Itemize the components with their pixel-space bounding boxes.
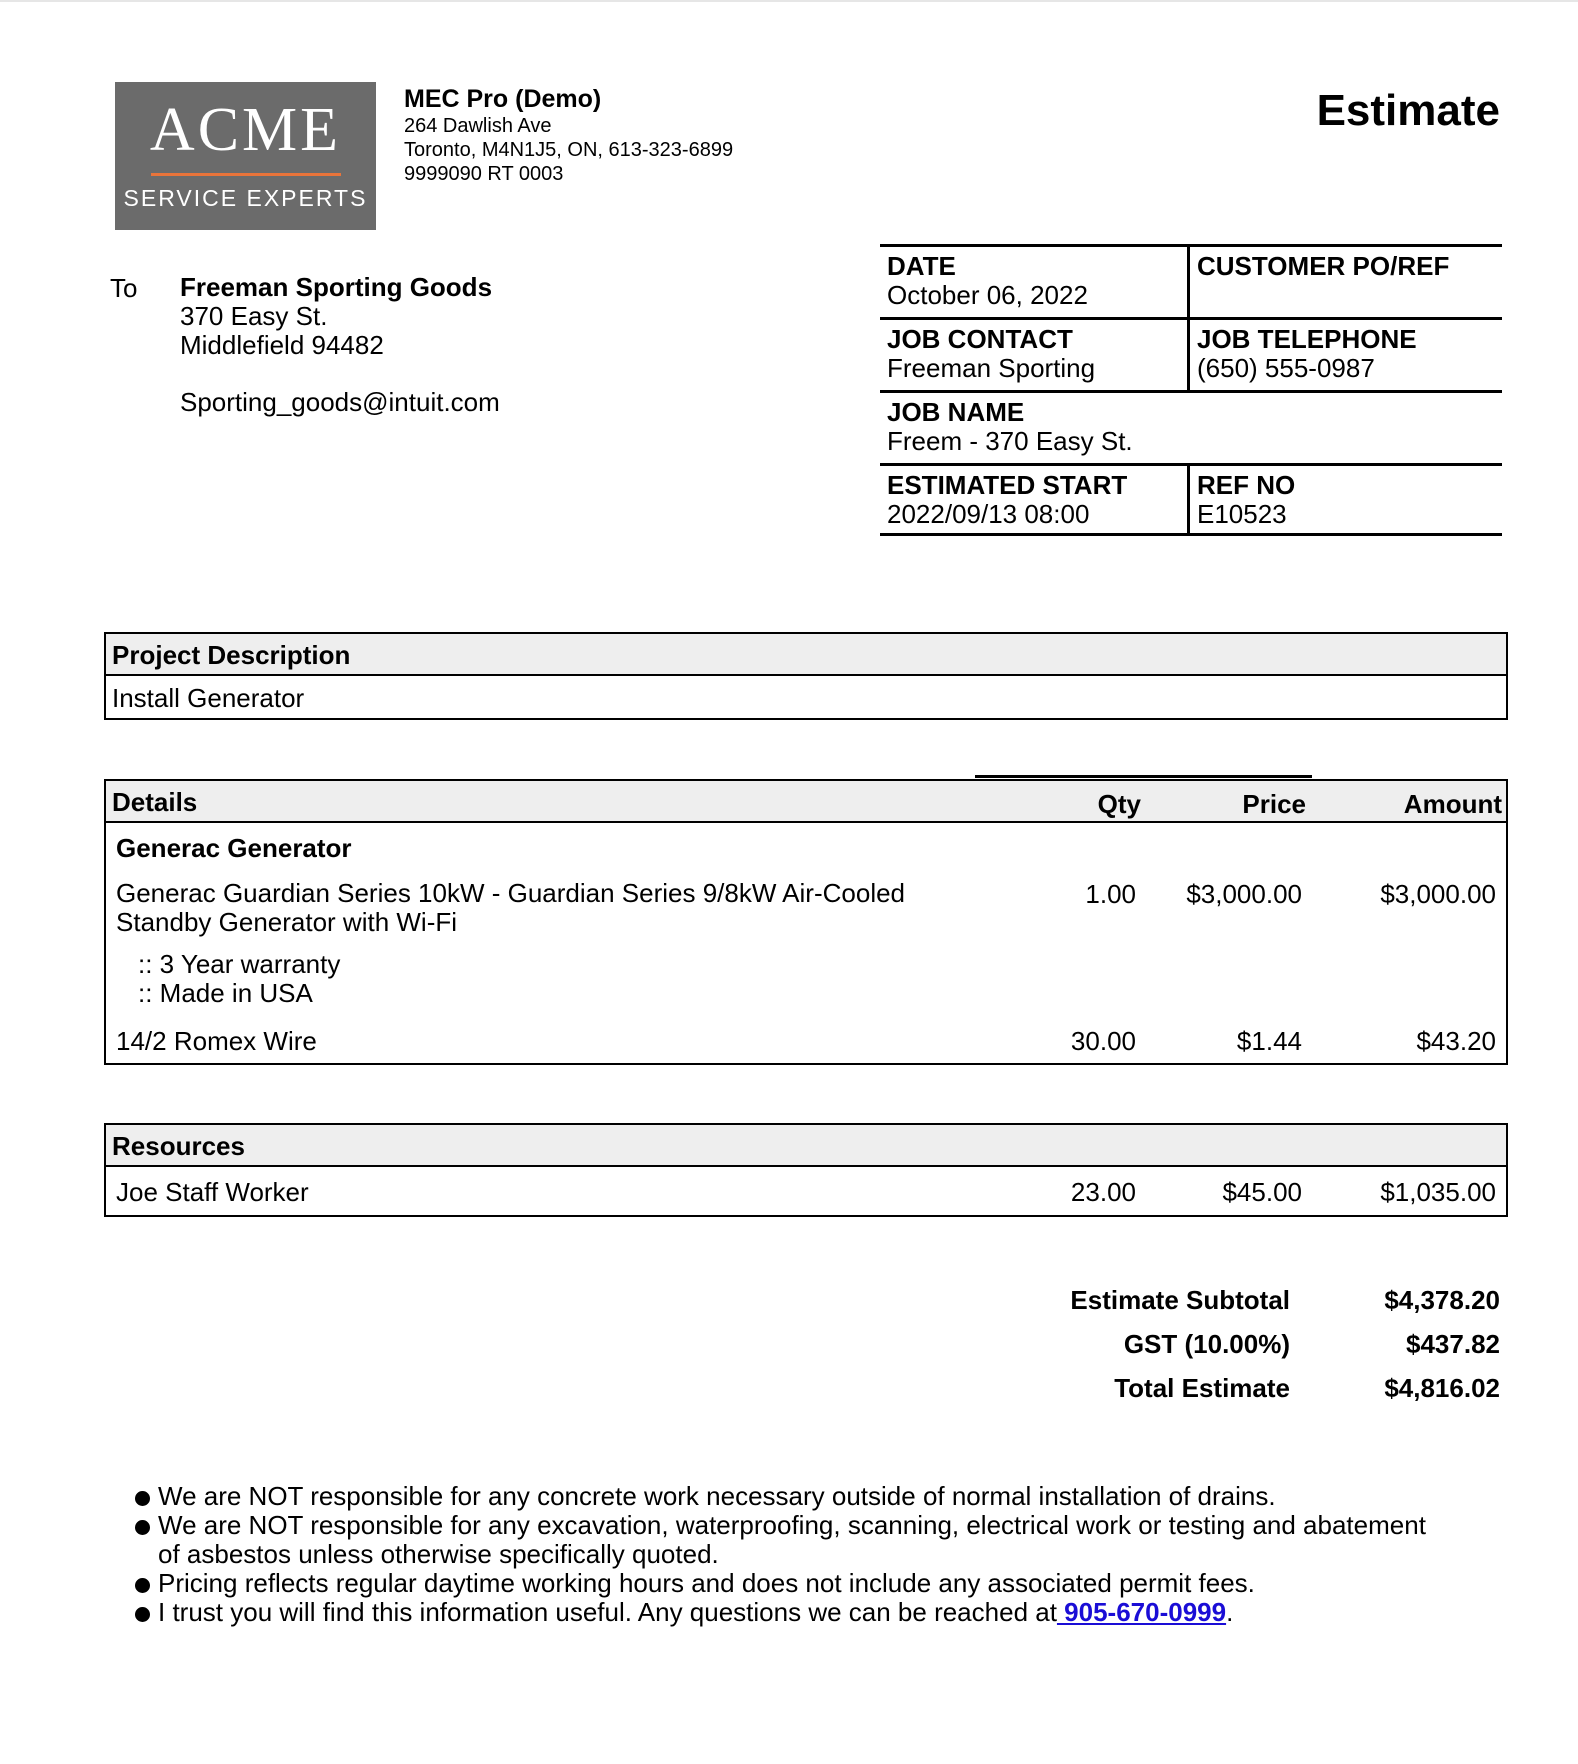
company-address-2: Toronto, M4N1J5, ON, 613-323-6899 xyxy=(404,139,734,161)
company-info xyxy=(404,84,733,186)
estimated-start-label: ESTIMATED START xyxy=(887,470,1128,500)
details-header-row xyxy=(106,781,1506,823)
tax-value: $437.82 xyxy=(1406,1329,1500,1359)
job-name-value: Freem - 370 Easy St. xyxy=(887,426,1133,456)
ref-no-label: REF NO xyxy=(1197,470,1296,500)
recipient-email: Sporting_goods@intuit.com xyxy=(180,387,500,417)
item-notes xyxy=(138,950,340,1008)
term-text: I trust you will find this information useful. Any questions we can be reached at xyxy=(158,1597,1057,1627)
table-row xyxy=(116,1026,317,1057)
logo-tagline: SERVICE EXPERTS xyxy=(123,185,368,212)
resources-body xyxy=(106,1167,1506,1215)
term-period: . xyxy=(1226,1597,1234,1627)
term-item xyxy=(135,1482,1515,1511)
item-qty: 1.00 xyxy=(1085,879,1136,909)
resource-name: Joe Staff Worker xyxy=(116,1177,309,1207)
resources-table xyxy=(104,1123,1508,1217)
item-note-origin: :: Made in USA xyxy=(138,978,313,1008)
job-telephone-label: JOB TELEPHONE xyxy=(1197,324,1417,354)
job-telephone-value: (650) 555-0987 xyxy=(1197,353,1375,383)
project-description-box xyxy=(104,632,1508,720)
table-row xyxy=(116,879,905,937)
company-tax-id: 9999090 RT 0003 xyxy=(404,163,564,185)
resource-amount: $1,035.00 xyxy=(1380,1177,1496,1207)
details-column-header: Details xyxy=(112,787,198,817)
page-top-rule xyxy=(0,0,1578,2)
date-cell xyxy=(880,247,1190,317)
term-text-continued: of asbestos unless otherwise specifically quoted. xyxy=(158,1539,719,1569)
term-text: We are NOT responsible for any excavation, waterproofing, scanning, electrical work or testing and abatement xyxy=(158,1510,1426,1540)
company-logo xyxy=(115,82,376,230)
recipient-street: 370 Easy St. xyxy=(180,301,328,331)
term-text: We are NOT responsible for any concrete work necessary outside of normal installation of drains. xyxy=(158,1481,1276,1511)
company-name: MEC Pro (Demo) xyxy=(404,85,602,113)
totals-block xyxy=(990,1285,1500,1417)
item-group-title: Generac Generator xyxy=(116,833,352,863)
project-description-header: Project Description xyxy=(106,634,1506,676)
resource-qty: 23.00 xyxy=(1070,1177,1136,1207)
document-title: Estimate xyxy=(1316,86,1500,135)
recipient-city: Middlefield 94482 xyxy=(180,330,384,360)
total-label: Total Estimate xyxy=(1114,1373,1290,1403)
details-body xyxy=(106,823,1506,1063)
item-price: $1.44 xyxy=(1236,1026,1302,1056)
subtotal-value: $4,378.20 xyxy=(1384,1285,1500,1315)
item-description: 14/2 Romex Wire xyxy=(116,1026,317,1056)
details-table xyxy=(104,779,1508,1065)
qty-column-header: Qty xyxy=(1097,789,1141,819)
company-address-1: 264 Dawlish Ave xyxy=(404,115,552,137)
job-name-label: JOB NAME xyxy=(887,397,1025,427)
info-row-start xyxy=(880,463,1502,536)
date-label: DATE xyxy=(887,251,956,281)
term-item xyxy=(135,1598,1515,1627)
details-header-accent-rule xyxy=(975,775,1312,778)
ref-no-cell xyxy=(1190,466,1502,533)
contact-phone-link[interactable]: 905-670-0999 xyxy=(1056,1597,1227,1627)
item-price: $3,000.00 xyxy=(1186,879,1302,909)
estimated-start-cell xyxy=(880,466,1190,533)
term-item xyxy=(135,1511,1515,1569)
info-row-job-name xyxy=(880,390,1502,463)
job-contact-value: Freeman Sporting xyxy=(887,353,1096,383)
subtotal-label: Estimate Subtotal xyxy=(1070,1285,1290,1315)
recipient-block xyxy=(180,273,500,417)
total-value: $4,816.02 xyxy=(1384,1373,1500,1403)
price-column-header: Price xyxy=(1242,789,1306,819)
term-item xyxy=(135,1569,1515,1598)
term-text: Pricing reflects regular daytime working hours and does not include any associated permit fees. xyxy=(158,1568,1255,1598)
date-value: October 06, 2022 xyxy=(887,280,1088,310)
item-amount: $43.20 xyxy=(1416,1026,1496,1056)
customer-po-cell xyxy=(1190,247,1502,317)
subtotal-row xyxy=(990,1285,1500,1329)
to-label: To xyxy=(110,273,138,303)
job-contact-label: JOB CONTACT xyxy=(887,324,1073,354)
estimate-info-grid xyxy=(880,244,1502,536)
tax-label: GST (10.00%) xyxy=(1123,1329,1290,1359)
ref-no-value: E10523 xyxy=(1197,499,1287,529)
tax-row xyxy=(990,1329,1500,1373)
item-amount: $3,000.00 xyxy=(1380,879,1496,909)
total-row xyxy=(990,1373,1500,1417)
item-note-warranty: :: 3 Year warranty xyxy=(138,949,341,979)
amount-column-header: Amount xyxy=(1403,789,1502,819)
logo-accent-rule xyxy=(151,173,341,176)
item-description-line-1: Generac Guardian Series 10kW - Guardian Series 9/8kW Air-Cooled xyxy=(116,878,906,908)
job-contact-cell xyxy=(880,320,1190,390)
resource-price: $45.00 xyxy=(1222,1177,1302,1207)
info-row-contact xyxy=(880,317,1502,390)
job-telephone-cell xyxy=(1190,320,1502,390)
item-qty: 30.00 xyxy=(1070,1026,1136,1056)
logo-wordmark: ACME xyxy=(149,96,342,164)
info-row-date xyxy=(880,244,1502,317)
terms-list xyxy=(135,1482,1515,1627)
project-description-value: Install Generator xyxy=(112,683,305,713)
recipient-name: Freeman Sporting Goods xyxy=(180,272,493,302)
customer-po-label: CUSTOMER PO/REF xyxy=(1197,251,1450,281)
job-name-cell xyxy=(880,393,1502,463)
item-description-line-2: Standby Generator with Wi-Fi xyxy=(116,907,458,937)
estimated-start-value: 2022/09/13 08:00 xyxy=(887,499,1090,529)
resources-header: Resources xyxy=(106,1125,1506,1167)
